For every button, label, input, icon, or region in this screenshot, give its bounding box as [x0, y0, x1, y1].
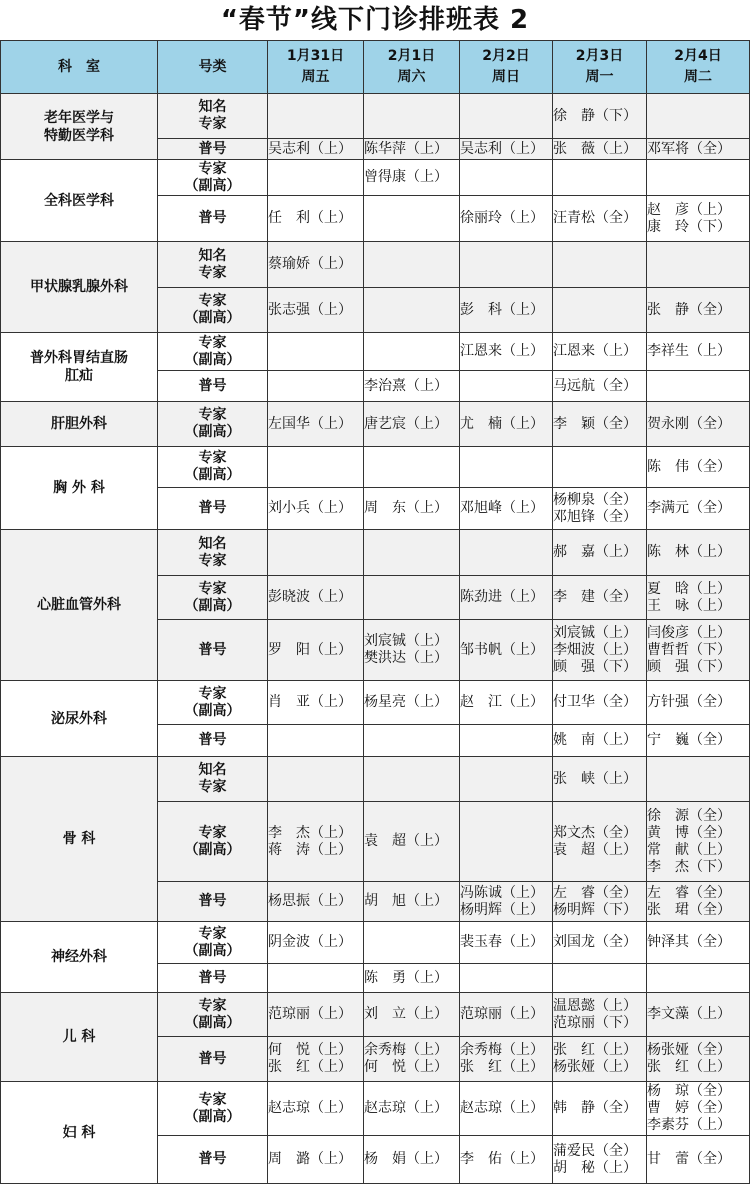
- doctor-cell: [364, 94, 460, 139]
- category-cell: 普号: [158, 620, 268, 681]
- doctor-cell: 曾得康（上）: [364, 160, 460, 196]
- header-day: 2月3日 周一: [553, 41, 647, 94]
- doctor-cell: [460, 160, 553, 196]
- doctor-cell: 赵志琼（上）: [268, 1082, 364, 1136]
- doctor-cell: [364, 922, 460, 964]
- doctor-cell: [268, 94, 364, 139]
- doctor-cell: [364, 242, 460, 288]
- header-day: 2月2日 周日: [460, 41, 553, 94]
- category-cell: 普号: [158, 1037, 268, 1082]
- doctor-cell: 姚 南（上）: [553, 725, 647, 757]
- category-cell: 普号: [158, 725, 268, 757]
- schedule-table: [0, 40, 750, 1184]
- doctor-cell: [268, 964, 364, 993]
- doctor-cell: 李祥生（上）: [647, 333, 750, 371]
- doctor-cell: [364, 447, 460, 488]
- department-name: 骨 科: [1, 757, 158, 922]
- doctor-cell: 胡 旭（上）: [364, 882, 460, 922]
- table-row: [1, 922, 750, 964]
- doctor-cell: 陈 勇（上）: [364, 964, 460, 993]
- doctor-cell: 陈华萍（上）: [364, 139, 460, 160]
- doctor-cell: 李治熹（上）: [364, 371, 460, 402]
- doctor-cell: [460, 447, 553, 488]
- doctor-cell: [268, 447, 364, 488]
- doctor-cell: 周 潞（上）: [268, 1136, 364, 1184]
- header-category: 号类: [158, 41, 268, 94]
- doctor-cell: 罗 阳（上）: [268, 620, 364, 681]
- doctor-cell: 彭晓波（上）: [268, 576, 364, 620]
- doctor-cell: 邓旭峰（上）: [460, 488, 553, 530]
- doctor-cell: [553, 964, 647, 993]
- category-cell: 知名 专家: [158, 94, 268, 139]
- page-title: “春节”线下门诊排班表 2: [220, 5, 530, 35]
- category-cell: 普号: [158, 882, 268, 922]
- table-row: [1, 402, 750, 447]
- doctor-cell: [553, 160, 647, 196]
- doctor-cell: 杨 琼（全） 曹 婷（全） 李素芬（上）: [647, 1082, 750, 1136]
- category-cell: 专家 （副高）: [158, 681, 268, 725]
- table-row: [1, 242, 750, 288]
- doctor-cell: 李满元（全）: [647, 488, 750, 530]
- department-name: 神经外科: [1, 922, 158, 993]
- category-cell: 普号: [158, 964, 268, 993]
- doctor-cell: [647, 242, 750, 288]
- doctor-cell: 何 悦（上） 张 红（上）: [268, 1037, 364, 1082]
- doctor-cell: 裴玉春（上）: [460, 922, 553, 964]
- doctor-cell: [364, 725, 460, 757]
- doctor-cell: 张 薇（上）: [553, 139, 647, 160]
- table-row: [1, 757, 750, 802]
- doctor-cell: 贺永刚（全）: [647, 402, 750, 447]
- category-cell: 普号: [158, 488, 268, 530]
- header-day: 2月1日 周六: [364, 41, 460, 94]
- doctor-cell: 马远航（全）: [553, 371, 647, 402]
- doctor-cell: 江恩来（上）: [553, 333, 647, 371]
- table-row: [1, 447, 750, 488]
- department-name: 心脏血管外科: [1, 530, 158, 681]
- doctor-cell: 余秀梅（上） 何 悦（上）: [364, 1037, 460, 1082]
- doctor-cell: 彭 科（上）: [460, 288, 553, 333]
- doctor-cell: 李 建（全）: [553, 576, 647, 620]
- doctor-cell: 张志强（上）: [268, 288, 364, 333]
- doctor-cell: [364, 530, 460, 576]
- table-row: [1, 94, 750, 139]
- doctor-cell: 冯陈诚（上） 杨明辉（上）: [460, 882, 553, 922]
- doctor-cell: [268, 160, 364, 196]
- doctor-cell: [553, 288, 647, 333]
- doctor-cell: 陈 林（上）: [647, 530, 750, 576]
- doctor-cell: [268, 333, 364, 371]
- doctor-cell: 陈劲进（上）: [460, 576, 553, 620]
- doctor-cell: 蒲爱民（全） 胡 秘（上）: [553, 1136, 647, 1184]
- doctor-cell: [460, 964, 553, 993]
- doctor-cell: [647, 160, 750, 196]
- doctor-cell: 李 杰（上） 蒋 涛（上）: [268, 802, 364, 882]
- table-row: [1, 160, 750, 196]
- doctor-cell: 唐艺宸（上）: [364, 402, 460, 447]
- header-row: [1, 41, 750, 94]
- table-row: [1, 993, 750, 1037]
- table-row: [1, 1082, 750, 1136]
- doctor-cell: 蔡瑜娇（上）: [268, 242, 364, 288]
- doctor-cell: 徐 源（全） 黄 博（全） 常 献（上） 李 杰（下）: [647, 802, 750, 882]
- doctor-cell: [553, 242, 647, 288]
- doctor-cell: 范琼丽（上）: [460, 993, 553, 1037]
- department-name: 普外科胃结直肠 肛疝: [1, 333, 158, 402]
- doctor-cell: 赵志琼（上）: [460, 1082, 553, 1136]
- doctor-cell: [268, 725, 364, 757]
- doctor-cell: [647, 964, 750, 993]
- doctor-cell: [268, 757, 364, 802]
- doctor-cell: [364, 288, 460, 333]
- doctor-cell: [647, 757, 750, 802]
- table-row: [1, 530, 750, 576]
- department-name: 儿 科: [1, 993, 158, 1082]
- doctor-cell: 邹书帆（上）: [460, 620, 553, 681]
- doctor-cell: 袁 超（上）: [364, 802, 460, 882]
- doctor-cell: [460, 242, 553, 288]
- category-cell: 专家 （副高）: [158, 288, 268, 333]
- category-cell: 专家 （副高）: [158, 447, 268, 488]
- doctor-cell: [460, 757, 553, 802]
- doctor-cell: 杨柳泉（全） 邓旭锋（全）: [553, 488, 647, 530]
- doctor-cell: [364, 196, 460, 242]
- doctor-cell: 杨 娟（上）: [364, 1136, 460, 1184]
- doctor-cell: 付卫华（全）: [553, 681, 647, 725]
- doctor-cell: 宁 巍（全）: [647, 725, 750, 757]
- doctor-cell: 夏 晗（上） 王 咏（上）: [647, 576, 750, 620]
- category-cell: 专家 （副高）: [158, 1082, 268, 1136]
- doctor-cell: 张 红（上） 杨张娅（上）: [553, 1037, 647, 1082]
- doctor-cell: 刘宸铖（上） 李畑波（上） 顾 强（下）: [553, 620, 647, 681]
- doctor-cell: 刘国龙（全）: [553, 922, 647, 964]
- doctor-cell: [647, 94, 750, 139]
- doctor-cell: 张 静（全）: [647, 288, 750, 333]
- category-cell: 知名 专家: [158, 242, 268, 288]
- doctor-cell: 闫俊彦（上） 曹哲哲（下） 顾 强（下）: [647, 620, 750, 681]
- category-cell: 专家 （副高）: [158, 333, 268, 371]
- doctor-cell: [268, 371, 364, 402]
- doctor-cell: 徐丽玲（上）: [460, 196, 553, 242]
- doctor-cell: [460, 725, 553, 757]
- doctor-cell: 陈 伟（全）: [647, 447, 750, 488]
- doctor-cell: [460, 802, 553, 882]
- doctor-cell: 甘 蕾（全）: [647, 1136, 750, 1184]
- doctor-cell: 吴志利（上）: [268, 139, 364, 160]
- category-cell: 专家 （副高）: [158, 402, 268, 447]
- doctor-cell: [553, 447, 647, 488]
- doctor-cell: 左国华（上）: [268, 402, 364, 447]
- category-cell: 专家 （副高）: [158, 160, 268, 196]
- doctor-cell: 方针强（全）: [647, 681, 750, 725]
- department-name: 全科医学科: [1, 160, 158, 242]
- doctor-cell: 郑文杰（全） 袁 超（上）: [553, 802, 647, 882]
- doctor-cell: 周 东（上）: [364, 488, 460, 530]
- header-dept: 科 室: [1, 41, 158, 94]
- doctor-cell: 赵 彦（上） 康 玲（下）: [647, 196, 750, 242]
- header-day: 1月31日 周五: [268, 41, 364, 94]
- category-cell: 专家 （副高）: [158, 993, 268, 1037]
- doctor-cell: 刘宸铖（上） 樊洪达（上）: [364, 620, 460, 681]
- doctor-cell: 刘小兵（上）: [268, 488, 364, 530]
- doctor-cell: 左 睿（全） 张 珺（全）: [647, 882, 750, 922]
- doctor-cell: 刘 立（上）: [364, 993, 460, 1037]
- doctor-cell: 赵 江（上）: [460, 681, 553, 725]
- category-cell: 知名 专家: [158, 757, 268, 802]
- doctor-cell: 吴志利（上）: [460, 139, 553, 160]
- doctor-cell: 杨张娅（全） 张 红（上）: [647, 1037, 750, 1082]
- doctor-cell: 汪青松（全）: [553, 196, 647, 242]
- category-cell: 普号: [158, 1136, 268, 1184]
- schedule-body: [1, 94, 750, 1184]
- category-cell: 专家 （副高）: [158, 922, 268, 964]
- doctor-cell: 杨星亮（上）: [364, 681, 460, 725]
- doctor-cell: [647, 371, 750, 402]
- doctor-cell: 郝 嘉（上）: [553, 530, 647, 576]
- doctor-cell: 尤 楠（上）: [460, 402, 553, 447]
- doctor-cell: 钟泽其（全）: [647, 922, 750, 964]
- doctor-cell: 温恩懿（上） 范琼丽（下）: [553, 993, 647, 1037]
- department-name: 胸 外 科: [1, 447, 158, 530]
- category-cell: 普号: [158, 371, 268, 402]
- doctor-cell: 徐 静（下）: [553, 94, 647, 139]
- header-day: 2月4日 周二: [647, 41, 750, 94]
- doctor-cell: [364, 757, 460, 802]
- doctor-cell: 李 佑（上）: [460, 1136, 553, 1184]
- department-name: 肝胆外科: [1, 402, 158, 447]
- doctor-cell: 肖 亚（上）: [268, 681, 364, 725]
- department-name: 老年医学与 特勤医学科: [1, 94, 158, 160]
- doctor-cell: 邓军将（全）: [647, 139, 750, 160]
- doctor-cell: [460, 94, 553, 139]
- doctor-cell: 任 利（上）: [268, 196, 364, 242]
- doctor-cell: 张 峡（上）: [553, 757, 647, 802]
- doctor-cell: 余秀梅（上） 张 红（上）: [460, 1037, 553, 1082]
- category-cell: 普号: [158, 139, 268, 160]
- doctor-cell: 赵志琼（上）: [364, 1082, 460, 1136]
- doctor-cell: 李 颖（全）: [553, 402, 647, 447]
- doctor-cell: 江恩来（上）: [460, 333, 553, 371]
- category-cell: 专家 （副高）: [158, 802, 268, 882]
- doctor-cell: [364, 333, 460, 371]
- category-cell: 专家 （副高）: [158, 576, 268, 620]
- doctor-cell: 李文藻（上）: [647, 993, 750, 1037]
- doctor-cell: 左 睿（全） 杨明辉（下）: [553, 882, 647, 922]
- doctor-cell: [268, 530, 364, 576]
- doctor-cell: 杨思振（上）: [268, 882, 364, 922]
- department-name: 甲状腺乳腺外科: [1, 242, 158, 333]
- table-row: [1, 333, 750, 371]
- doctor-cell: 阴金波（上）: [268, 922, 364, 964]
- department-name: 妇 科: [1, 1082, 158, 1184]
- doctor-cell: [364, 576, 460, 620]
- category-cell: 知名 专家: [158, 530, 268, 576]
- doctor-cell: 范琼丽（上）: [268, 993, 364, 1037]
- category-cell: 普号: [158, 196, 268, 242]
- doctor-cell: [460, 530, 553, 576]
- doctor-cell: 韩 静（全）: [553, 1082, 647, 1136]
- department-name: 泌尿外科: [1, 681, 158, 757]
- doctor-cell: [460, 371, 553, 402]
- table-row: [1, 681, 750, 725]
